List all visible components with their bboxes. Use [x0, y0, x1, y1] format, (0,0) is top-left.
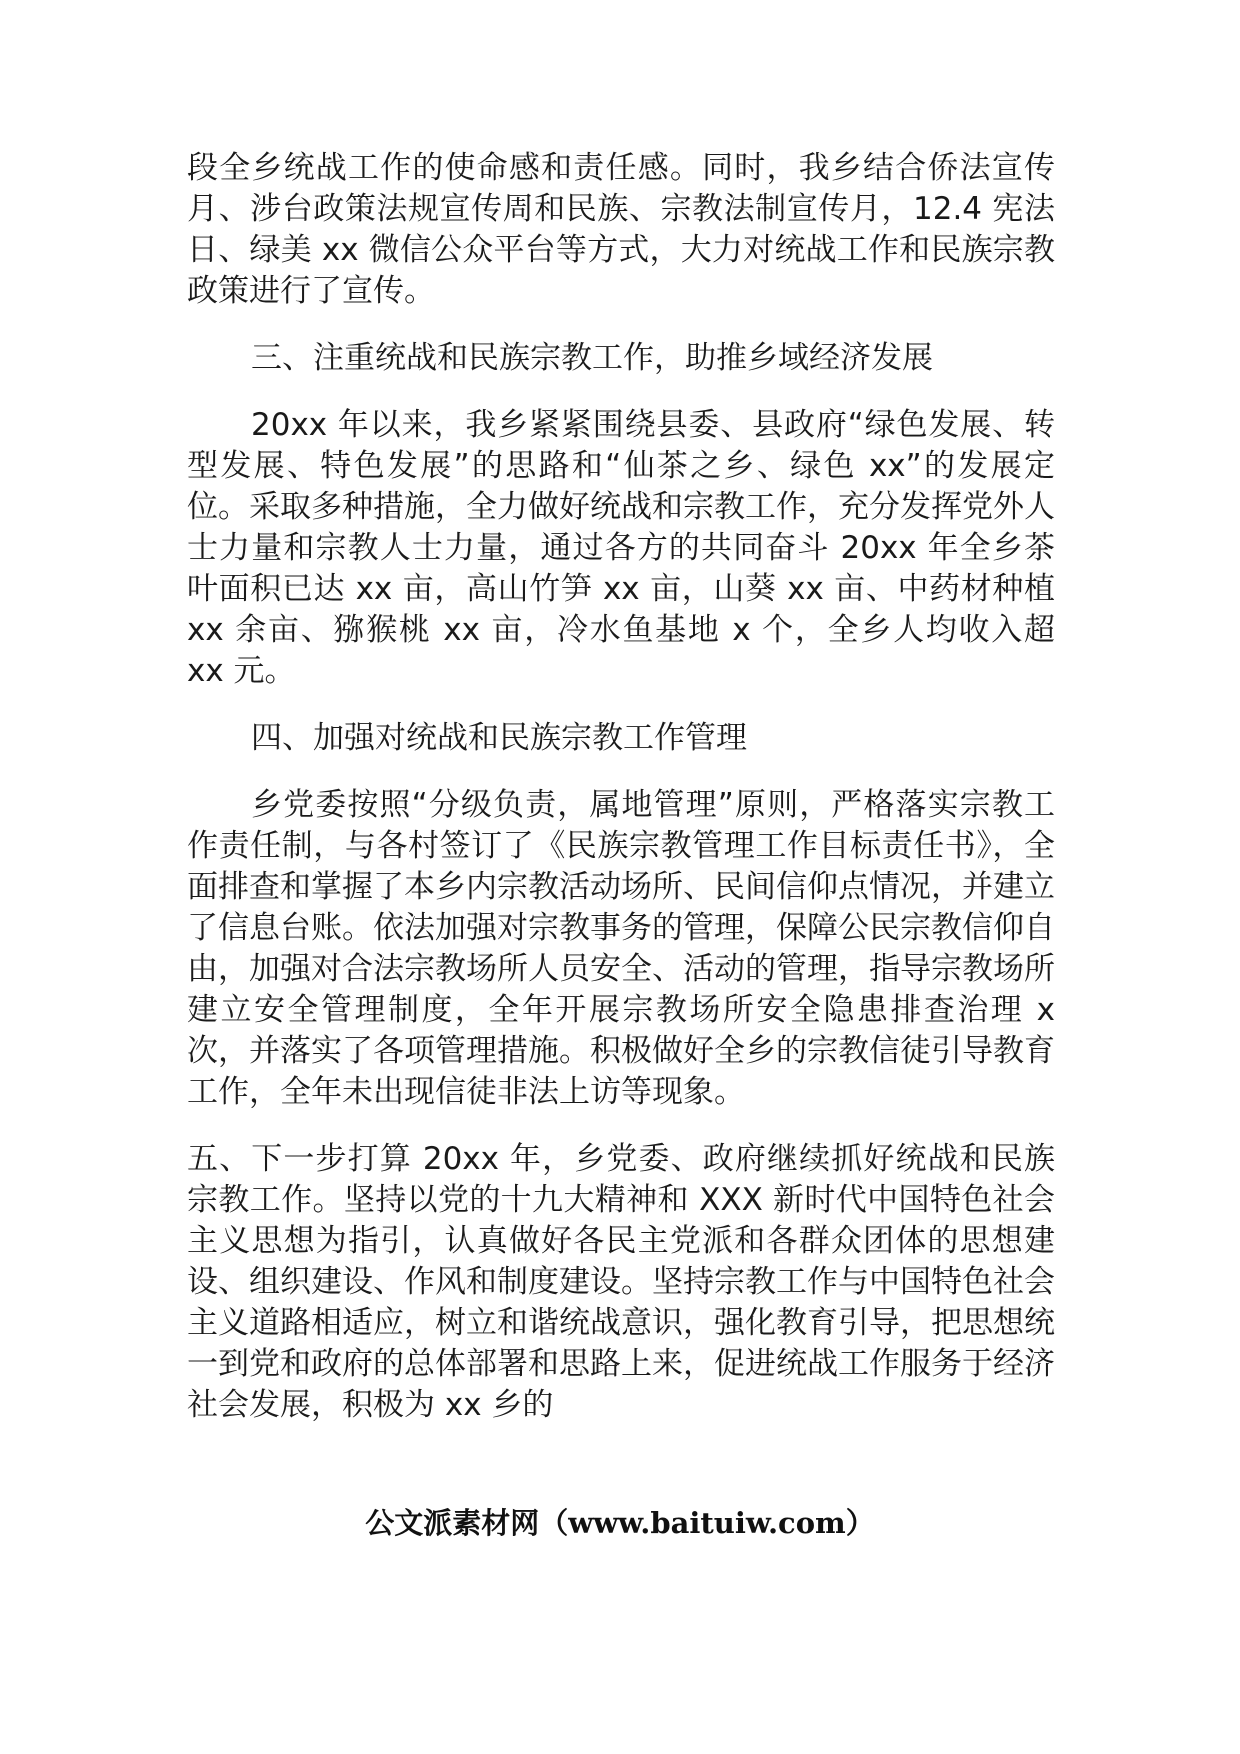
paragraph-next-steps: 五、下一步打算 20xx 年，乡党委、政府继续抓好统战和民族宗教工作。坚持以党的十九大精神和 XXX 新时代中国特色社会主义思想为指引，认真做好各民主党派和各群众团体的思想建设、组织建设、作风和制度建设。坚持宗教工作与中国特色社会主义道路相适应，树立和谐统战意识，强化教育引导，把思想统一到党和政府的总体部署和思路上来，促进统战工作服务于经济社会发展，积极为 xx 乡的: [187, 1141, 1055, 1423]
section-heading-four: 四、加强对统战和民族宗教工作管理: [251, 720, 747, 756]
paragraph-continuation: 段全乡统战工作的使命感和责任感。同时，我乡结合侨法宣传月、涉台政策法规宣传周和民族、宗教法制宣传月，12.4 宪法日、绿美 xx 微信公众平台等方式，大力对统战工作和民族宗教政策进行了宣传。: [187, 150, 1055, 309]
footer-watermark: 公文派素材网（www.baituiw.com）: [365, 1506, 875, 1540]
paragraph-economy: 20xx 年以来，我乡紧紧围绕县委、县政府“绿色发展、转型发展、特色发展”的思路和“仙茶之乡、绿色 xx”的发展定位。采取多种措施，全力做好统战和宗教工作，充分发挥党外人士力量和宗教人士力量，通过各方的共同奋斗 20xx 年全乡茶叶面积已达 xx 亩，高山竹笋 xx 亩，山葵 xx 亩、中药材种植 xx 余亩、猕猴桃 xx 亩，冷水鱼基地 x 个，全乡人均收入超 xx 元。: [187, 407, 1055, 689]
document-body: [187, 148, 1055, 1426]
section-heading-three: 三、注重统战和民族宗教工作，助推乡域经济发展: [251, 340, 933, 376]
paragraph-management: 乡党委按照“分级负责，属地管理”原则，严格落实宗教工作责任制，与各村签订了《民族宗教管理工作目标责任书》，全面排查和掌握了本乡内宗教活动场所、民间信仰点情况，并建立了信息台账。依法加强对宗教事务的管理，保障公民宗教信仰自由，加强对合法宗教场所人员安全、活动的管理，指导宗教场所建立安全管理制度，全年开展宗教场所安全隐患排查治理 x 次，并落实了各项管理措施。积极做好全乡的宗教信徒引导教育工作，全年未出现信徒非法上访等现象。: [187, 787, 1055, 1110]
